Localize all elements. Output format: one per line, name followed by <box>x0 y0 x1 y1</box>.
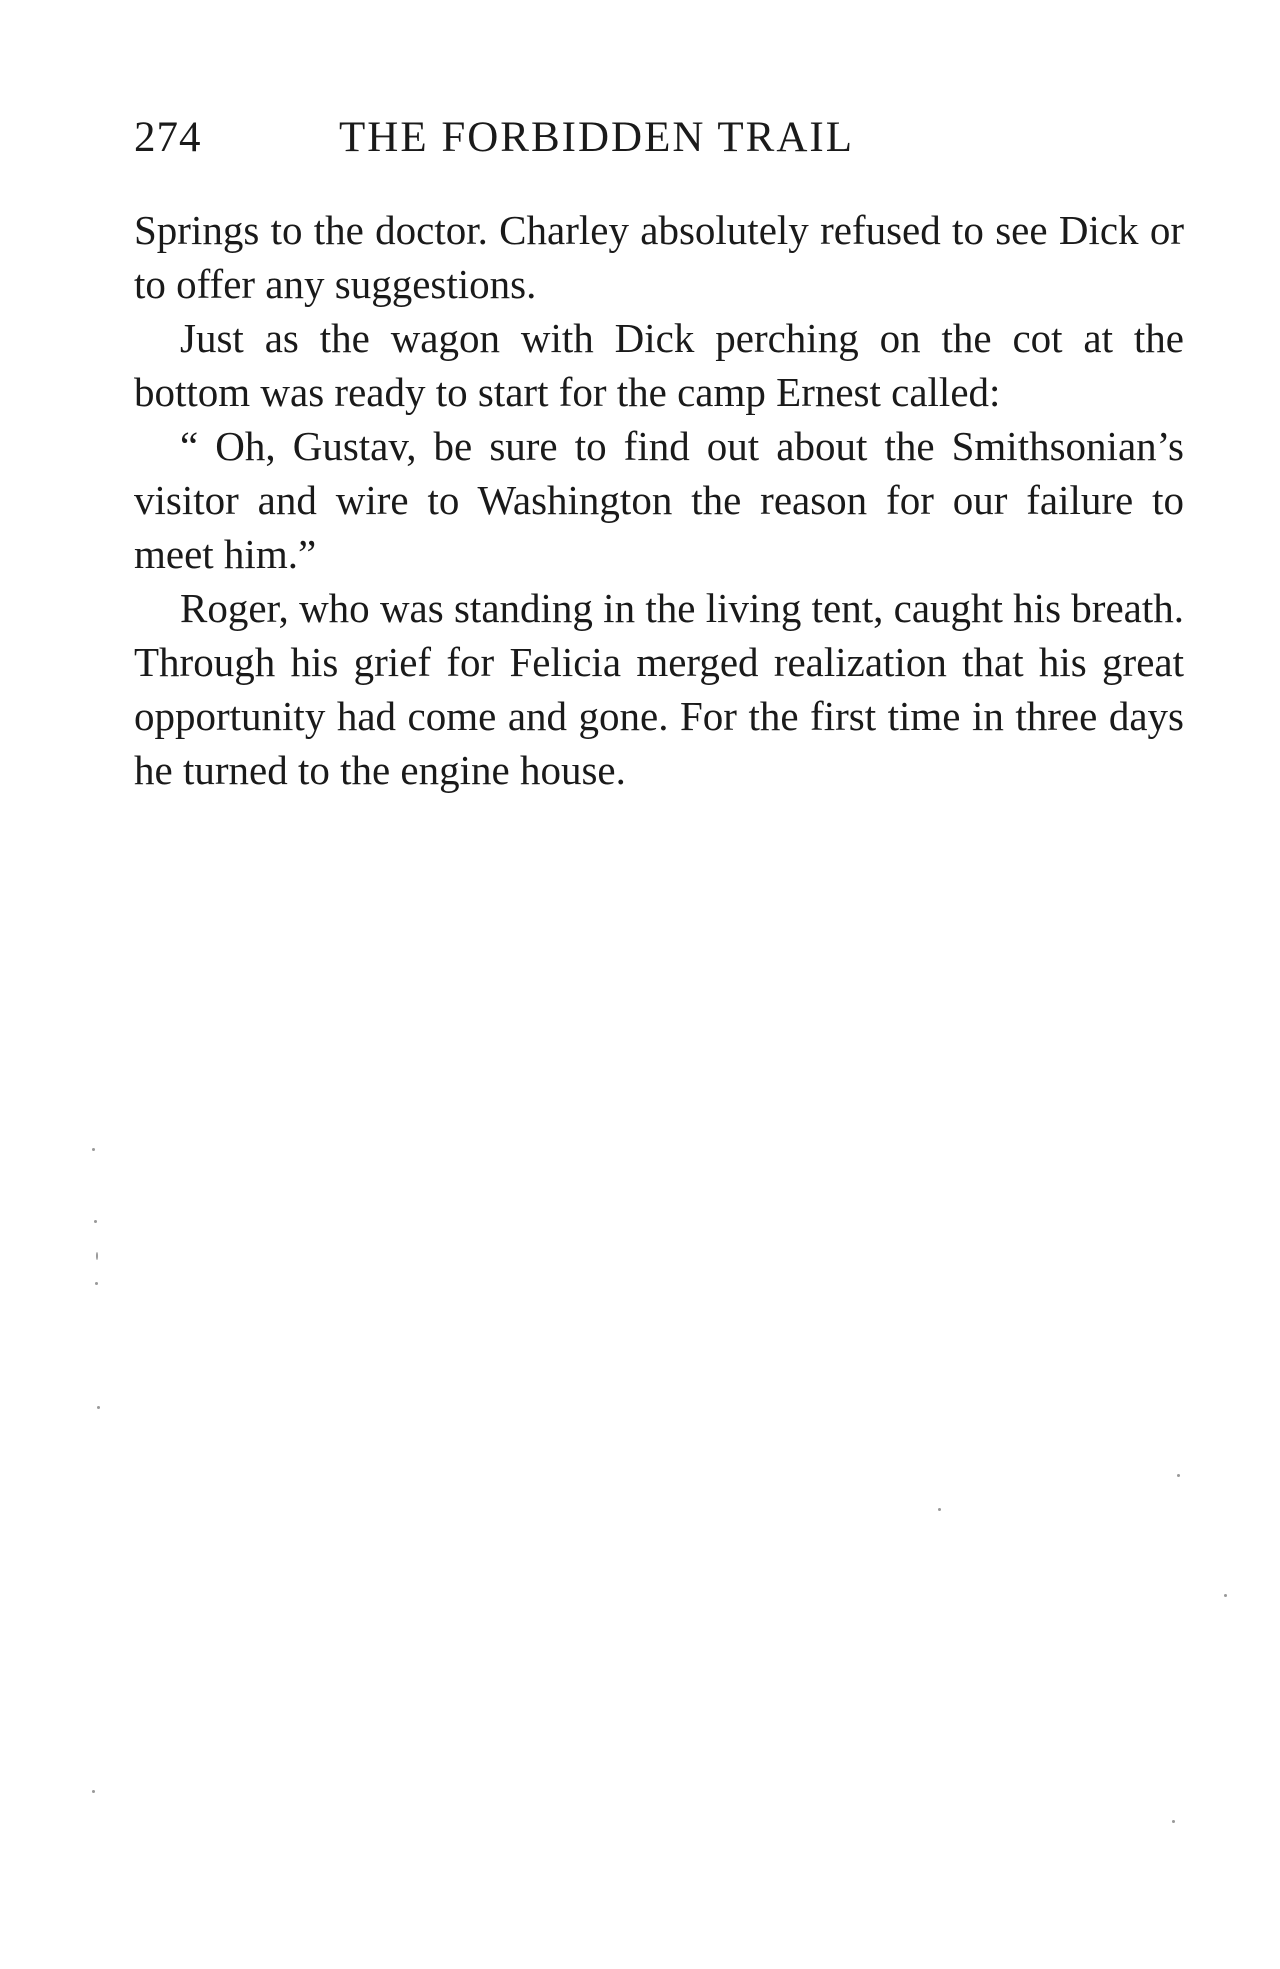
scan-speck <box>96 1252 98 1260</box>
running-head <box>134 108 1184 168</box>
scan-speck <box>938 1508 941 1511</box>
paragraph-2: Just as the wagon with Dick perching on the cot at the bottom was ready to start for the camp Ernest called: <box>134 315 1184 415</box>
scan-speck <box>92 1148 95 1151</box>
scan-speck <box>1224 1594 1227 1597</box>
paragraph-1: Springs to the doctor. Charley absolutely refused to see Dick or to offer any suggestions. <box>134 207 1184 307</box>
book-title: THE FORBIDDEN TRAIL <box>339 114 854 161</box>
paragraph-3: “ Oh, Gustav, be sure to find out about the Smithsonian’s visitor and wire to Washington the reason for our failure to meet him.” <box>134 423 1184 577</box>
scan-speck <box>92 1790 95 1793</box>
paragraph-4: Roger, who was standing in the living tent, caught his breath. Through his grief for Felicia merged realization that his great opportunity had come and gone. For the first time in three days he turned to the engine house. <box>134 585 1184 793</box>
scan-speck <box>97 1406 100 1409</box>
page-number: 274 <box>134 114 202 161</box>
scan-speck <box>1172 1820 1175 1823</box>
scan-speck <box>95 1282 98 1285</box>
scan-speck <box>1177 1474 1180 1477</box>
scan-speck <box>94 1220 97 1223</box>
body-text <box>134 203 1184 797</box>
